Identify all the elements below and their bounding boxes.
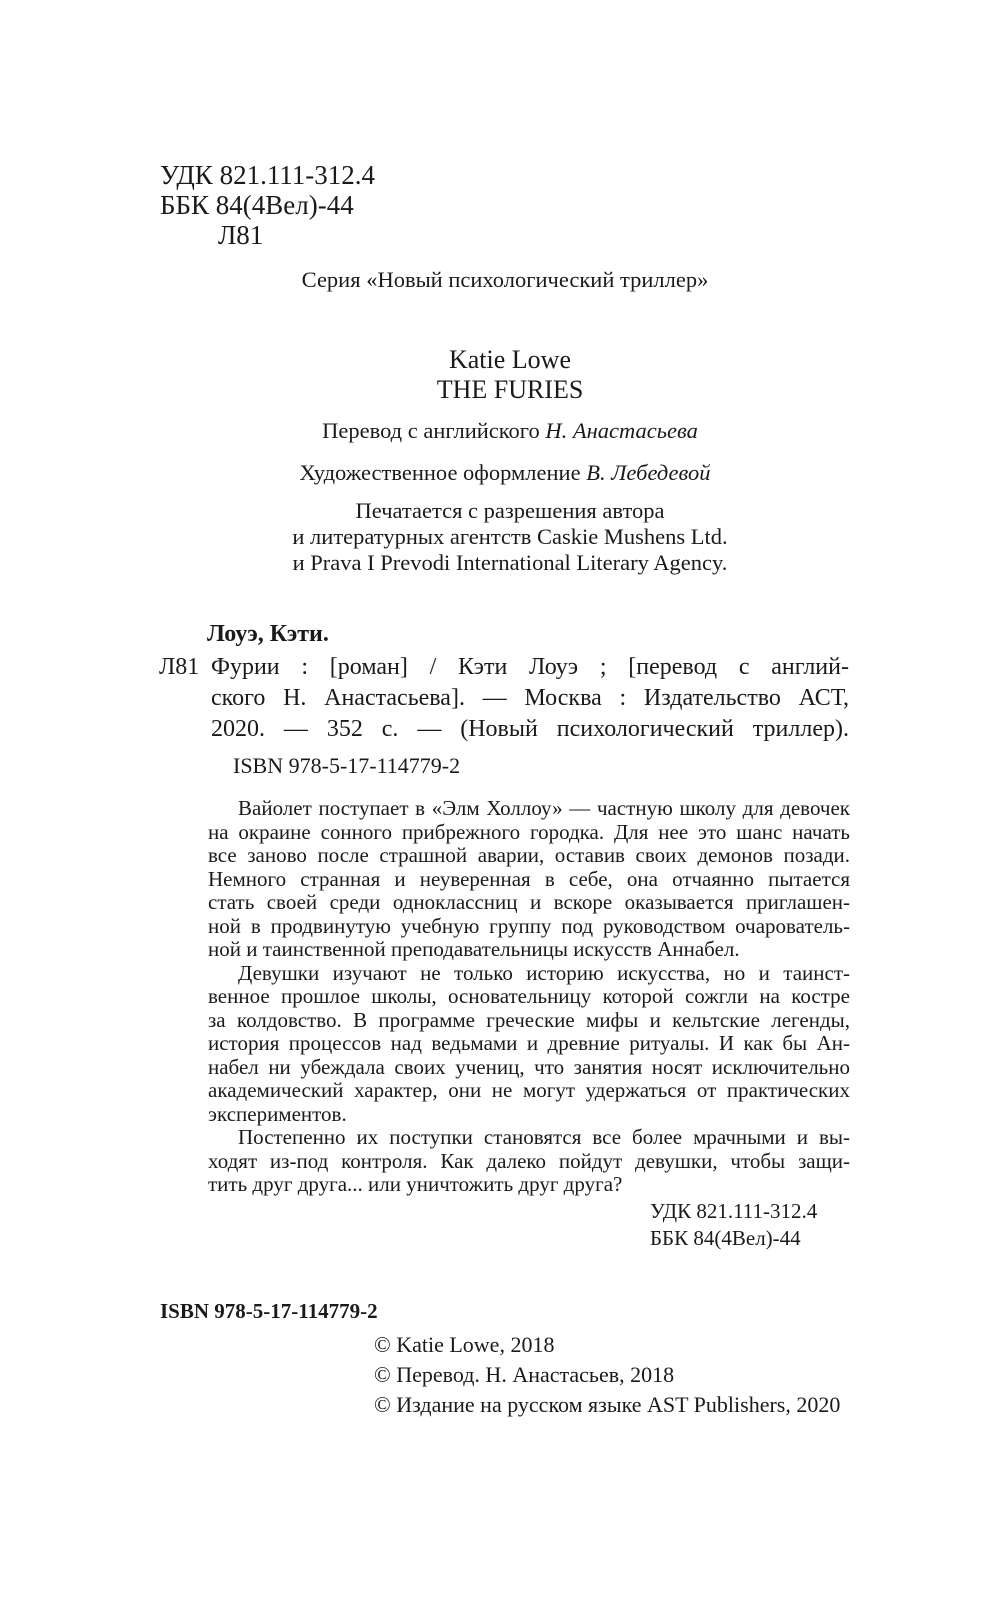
catalog-record: [211, 652, 849, 745]
translator-line: [0, 417, 1000, 445]
annotation-line: ной в продвинутую учебную группу под руководством очарователь-: [208, 913, 850, 938]
series-line: Серия «Новый психологический триллер»: [301, 267, 709, 292]
design-prefix: Художественное оформление: [299, 460, 581, 485]
annotation-line: на окраине сонного прибрежного городка. Для нее это шанс начать: [208, 819, 850, 844]
annotation-line: набел ни убеждала своих учениц, что занятия носят исключительно: [208, 1054, 850, 1079]
designer-line: [0, 459, 1000, 487]
annotation-line: Постепенно их поступки становятся все более мрачными и вы-: [238, 1125, 850, 1149]
copyright-line: © Издание на русском языке AST Publishers, 2020: [374, 1392, 841, 1417]
annotation-line: за колдовство. В программе греческие мифы и кельтские легенды,: [208, 1007, 850, 1032]
udk-code: УДК 821.111-312.4: [160, 160, 376, 190]
annotation-line: ходят из-под контроля. Как далеко пойдут девушки, чтобы защи-: [208, 1148, 850, 1173]
copyright-line: © Katie Lowe, 2018: [374, 1332, 555, 1357]
catalog-line: 2020. — 352 с. — (Новый психологический триллер).: [211, 716, 849, 742]
annotation-line: тить друг друга... или уничтожить друг друга?: [208, 1172, 623, 1196]
annotation-line: венное прошлое школы, основательницу которой сожгли на костре: [208, 984, 850, 1008]
bbk-code: ББК 84(4Вел)-44: [160, 190, 354, 220]
annotation-udk: УДК 821.111-312.4: [650, 1199, 818, 1223]
copyright-line: © Перевод. Н. Анастасьев, 2018: [374, 1362, 675, 1387]
author-mark: Л81: [218, 220, 264, 250]
annotation-bbk: ББК 84(4Вел)-44: [650, 1226, 801, 1250]
annotation-codes: [650, 1198, 817, 1252]
catalog-line: ского Н. Анастасьева]. — Москва : Издательство АСТ,: [211, 685, 849, 711]
translation-prefix: Перевод с английского: [322, 418, 540, 443]
original-edition: [0, 345, 1000, 405]
translator-name: Н. Анастасьева: [545, 418, 698, 443]
designer-name: В. Лебедевой: [586, 460, 711, 485]
catalog-mark: Л81: [159, 654, 200, 680]
isbn-bold: ISBN 978-5-17-114779-2: [160, 1299, 378, 1323]
annotation-line: стать своей среди одноклассниц и вскоре оказывается приглашен-: [208, 890, 850, 914]
annotation-line: Немного странная и неуверенная в себе, она отчаянно пытается: [208, 866, 850, 891]
annotation-line: Вайолет поступает в «Элм Холлоу» — частную школу для девочек: [238, 796, 850, 820]
permission-line: и Prava I Prevodi International Literary Agency.: [292, 550, 728, 575]
copyright-block: [374, 1330, 840, 1420]
permission-block: [0, 498, 1000, 576]
classification-codes: [160, 160, 375, 250]
annotation-line: академический характер, они не могут удержаться от практических: [208, 1078, 850, 1102]
annotation: [208, 797, 850, 1197]
permission-line: Печатается с разрешения автора: [355, 498, 665, 523]
annotation-line: история процессов над ведьмами и древние ритуалы. И как бы Ан-: [208, 1031, 850, 1055]
annotation-line: все заново после страшной аварии, оставив своих демонов позади.: [208, 843, 850, 867]
original-title: THE FURIES: [436, 375, 584, 404]
annotation-line: Девушки изучают не только историю искусства, но и таинст-: [238, 960, 850, 985]
catalog-line: Фурии : [роман] / Кэти Лоуэ ; [перевод с англий-: [211, 654, 849, 680]
catalog-heading: Лоуэ, Кэти.: [207, 621, 329, 647]
annotation-line: экспериментов.: [208, 1101, 347, 1126]
annotation-line: ной и таинственной преподавательницы искусств Аннабел.: [208, 937, 740, 961]
original-author: Katie Lowe: [448, 345, 571, 374]
permission-line: и литературных агентств Caskie Mushens Ltd.: [292, 524, 728, 549]
catalog-isbn: ISBN 978-5-17-114779-2: [233, 753, 461, 778]
